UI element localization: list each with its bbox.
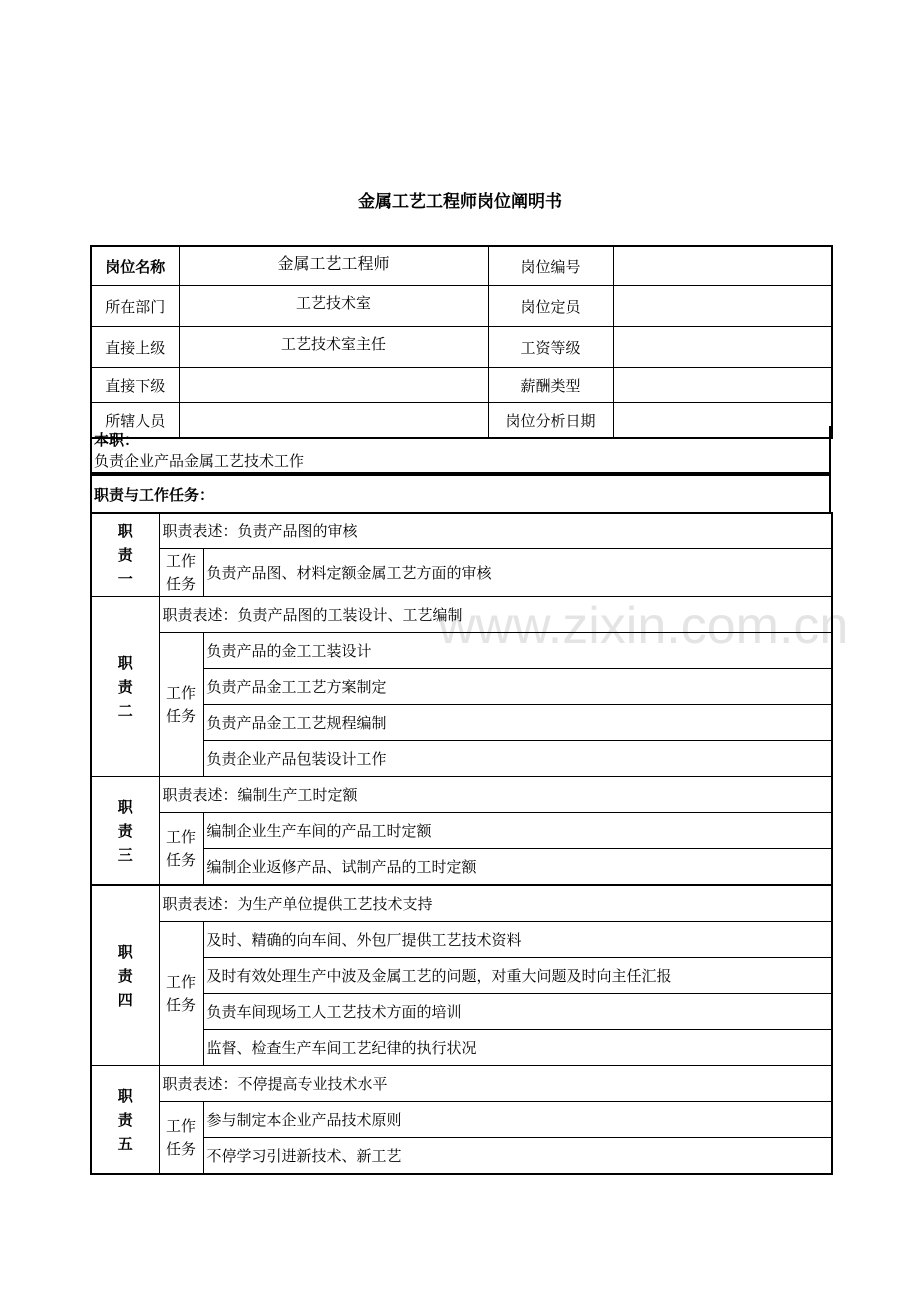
duty-label-char: 职 <box>117 1086 133 1105</box>
task-item: 及时、精确的向车间、外包厂提供工艺技术资料 <box>203 922 832 958</box>
task-item: 负责产品金工工艺规程编制 <box>203 705 832 741</box>
duty-desc-row <box>91 513 832 549</box>
task-label <box>159 549 203 597</box>
task-row <box>91 549 832 597</box>
duty-label-char: 三 <box>117 845 133 864</box>
duty-label-char: 职 <box>117 797 133 816</box>
task-item: 编制企业生产车间的产品工时定额 <box>203 813 832 849</box>
job-title-value: 金属工艺工程师 <box>179 246 488 286</box>
analysis-date-label: 岗位分析日期 <box>488 403 613 439</box>
task-label-line: 任务 <box>165 706 196 725</box>
task-item: 负责企业产品包装设计工作 <box>203 741 832 777</box>
duty-label-char: 职 <box>117 653 133 672</box>
document-title: 金属工艺工程师岗位阐明书 <box>358 192 562 212</box>
task-item: 负责产品的金工工装设计 <box>203 633 832 669</box>
pay-grade-label: 工资等级 <box>488 327 613 368</box>
task-row <box>91 813 832 849</box>
task-item: 负责产品图、材料定额金属工艺方面的审核 <box>203 549 832 597</box>
info-row <box>91 286 832 327</box>
main-duty-text: 负责企业产品金属工艺技术工作 <box>94 452 305 470</box>
task-label-line: 工作 <box>165 827 196 846</box>
superior-label: 直接上级 <box>91 327 179 368</box>
subordinate-label: 直接下级 <box>91 368 179 403</box>
task-row <box>91 741 832 777</box>
duty-label-char: 职 <box>117 521 133 540</box>
task-row <box>91 633 832 669</box>
main-duty-heading: 本职： <box>94 431 140 449</box>
task-item: 负责车间现场工人工艺技术方面的培训 <box>203 994 832 1030</box>
info-row <box>91 368 832 403</box>
task-label-line: 任务 <box>165 995 196 1014</box>
task-label-line: 工作 <box>165 972 196 991</box>
pay-grade-value <box>613 327 832 368</box>
duty-label-char: 责 <box>117 821 133 840</box>
duties-heading: 职责与工作任务： <box>94 486 215 504</box>
task-row <box>91 994 832 1030</box>
job-code-label: 岗位编号 <box>488 246 613 286</box>
duty-4-desc: 职责表述：为生产单位提供工艺技术支持 <box>159 885 832 922</box>
duty-label-char: 二 <box>117 701 133 720</box>
duty-desc-row <box>91 777 832 813</box>
job-info-table <box>90 245 833 439</box>
duty-1-desc: 职责表述：负责产品图的审核 <box>159 513 832 549</box>
duty-label-char: 一 <box>117 569 133 588</box>
main-duty-section <box>90 426 831 474</box>
duty-4-label <box>91 885 159 1066</box>
task-label-line: 任务 <box>165 574 196 593</box>
task-item: 监督、检查生产车间工艺纪律的执行状况 <box>203 1030 832 1066</box>
task-label <box>159 1102 203 1175</box>
department-value: 工艺技术室 <box>179 286 488 327</box>
task-row <box>91 958 832 994</box>
duty-label-char: 责 <box>117 1110 133 1129</box>
info-row <box>91 246 832 286</box>
duty-1-label <box>91 513 159 597</box>
task-row <box>91 849 832 886</box>
duty-desc-row <box>91 885 832 922</box>
salary-type-label: 薪酬类型 <box>488 368 613 403</box>
task-item: 及时有效处理生产中波及金属工艺的问题，对重大问题及时向主任汇报 <box>203 958 832 994</box>
task-label-line: 任务 <box>165 1139 196 1158</box>
duty-desc-row <box>91 1066 832 1102</box>
subordinate-value <box>179 368 488 403</box>
task-row <box>91 705 832 741</box>
duty-label-char: 责 <box>117 545 133 564</box>
task-label <box>159 813 203 886</box>
duty-2-label <box>91 597 159 777</box>
task-row <box>91 1102 832 1138</box>
duties-table <box>90 512 833 1175</box>
info-row <box>91 327 832 368</box>
headcount-value <box>613 286 832 327</box>
task-item: 负责产品金工工艺方案制定 <box>203 669 832 705</box>
superior-value: 工艺技术室主任 <box>179 327 488 368</box>
duty-label-char: 责 <box>117 677 133 696</box>
duty-label-char: 四 <box>117 990 133 1009</box>
task-item: 编制企业返修产品、试制产品的工时定额 <box>203 849 832 886</box>
task-row <box>91 669 832 705</box>
salary-type-value <box>613 368 832 403</box>
task-label-line: 工作 <box>165 683 196 702</box>
duties-heading-section <box>90 474 831 514</box>
task-label <box>159 633 203 777</box>
task-label-line: 工作 <box>165 1116 196 1135</box>
task-row <box>91 922 832 958</box>
job-code-value <box>613 246 832 286</box>
duty-2-desc: 职责表述：负责产品图的工装设计、工艺编制 <box>159 597 832 633</box>
task-item: 不停学习引进新技术、新工艺 <box>203 1138 832 1175</box>
staff-label: 所辖人员 <box>91 403 179 439</box>
task-item: 参与制定本企业产品技术原则 <box>203 1102 832 1138</box>
department-label: 所在部门 <box>91 286 179 327</box>
job-title-label: 岗位名称 <box>91 246 179 286</box>
duty-5-label <box>91 1066 159 1175</box>
task-row <box>91 1138 832 1175</box>
task-label-line: 任务 <box>165 850 196 869</box>
duty-label-char: 责 <box>117 966 133 985</box>
headcount-label: 岗位定员 <box>488 286 613 327</box>
task-label-line: 工作 <box>165 551 196 570</box>
duty-3-desc: 职责表述：编制生产工时定额 <box>159 777 832 813</box>
duty-label-char: 职 <box>117 942 133 961</box>
duty-desc-row <box>91 597 832 633</box>
duty-5-desc: 职责表述：不停提高专业技术水平 <box>159 1066 832 1102</box>
task-label <box>159 922 203 1066</box>
task-row <box>91 1030 832 1066</box>
duty-label-char: 五 <box>117 1134 133 1153</box>
duty-3-label <box>91 777 159 886</box>
watermark: www.zixin.com.cn <box>438 597 849 655</box>
